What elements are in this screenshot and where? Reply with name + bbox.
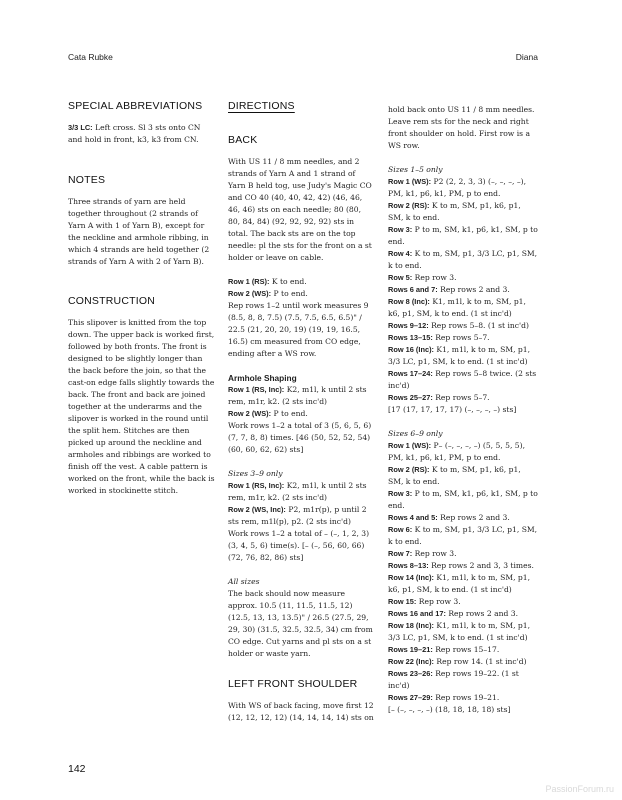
abbreviations-heading: SPECIAL ABBREVIATIONS — [68, 100, 203, 112]
construction-heading: CONSTRUCTION — [68, 295, 155, 307]
row-text: Rep rows 15–17. — [435, 645, 500, 654]
row-label: Row 2 (WS, Inc): — [228, 505, 286, 514]
row-label: Row 3: — [388, 489, 413, 498]
row-label: Rows 27–29: — [388, 693, 433, 702]
row-label: Row 1 (WS): — [388, 441, 432, 450]
left-front-shoulder-text: With WS of back facing, move first 12 (12, 12, 12, 12) (14, 14, 14, 14) sts on — [228, 701, 374, 722]
pattern-row — [388, 488, 538, 512]
row-text: Rep rows 5–8 twice. (2 sts inc'd) — [388, 369, 537, 390]
row-text: K1, m1l, k to m, SM, p1, k6, p1, SM, k to end. (1 st inc'd) — [388, 297, 526, 318]
left-front-shoulder-heading: LEFT FRONT SHOULDER — [228, 678, 358, 690]
row-label: Rows 6 and 7: — [388, 285, 438, 294]
construction-text: This slipover is knitted from the top down. The upper back is worked first, followed by both fronts. The front is designed to be slightly longer than the back before the join, so that the cast-on edge falls slightly towards the back. The front and back are joined together at the underarms and the slipover is worked in the round until the split hem. Stitches are then picked up around the neckline and armholes and ribbings are worked to finish off the vest. A cable pattern is worked on the front, while the back is worked in stockinette stitch. — [68, 318, 215, 495]
row-label: Row 2 (RS): — [388, 465, 430, 474]
row-text: P to m, SM, k1, p6, k1, SM, p to end. — [388, 489, 538, 510]
pattern-row — [388, 524, 538, 548]
row-2 — [228, 288, 374, 300]
sizes-6-9-total: [– (–, –, –, –) (18, 18, 18, 18) sts] — [388, 705, 511, 714]
row-text: K to m, SM, p1, k6, p1, SM, k to end. — [388, 201, 521, 222]
pattern-row — [388, 248, 538, 272]
row-text: K to m, SM, p1, 3/3 LC, p1, SM, k to end. — [388, 525, 538, 546]
row-label: Row 4: — [388, 249, 413, 258]
row-label: Rows 17–24: — [388, 369, 433, 378]
row-text: Rep rows 19–21. — [435, 693, 500, 702]
row-text: K1, m1l, k to m, SM, p1, 3/3 LC, p1, SM, k to end. (1 st inc'd) — [388, 345, 531, 366]
row-text: K2, m1l, k until 2 sts rem, m1r, k2. (2 sts inc'd) — [228, 385, 367, 406]
pattern-row — [388, 368, 538, 392]
row-label: Rows 19–21: — [388, 645, 433, 654]
pattern-row — [388, 656, 538, 668]
row-text: Rep row 3. — [418, 597, 461, 606]
row-label: Row 2 (WS): — [228, 409, 272, 418]
pattern-row — [388, 320, 538, 332]
row-label: Rows 23–26: — [388, 669, 433, 678]
author-name: Cata Rubke — [68, 52, 113, 62]
row-text: Rep rows 5–8. (1 st inc'd) — [431, 321, 529, 330]
row-text: P to end. — [273, 289, 308, 298]
pattern-name: Diana — [515, 52, 538, 62]
back-instructions: With US 11 / 8 mm needles, and 2 strands of Yarn A and 1 strand of Yarn B held tog, use Judy's Magic CO and CO 40 (40, 40, 42, 42) (46, 46, 46, 46) sts on each needle; 80 (80, 80, 84, 84) (92, 92, 92, 92) sts in total. The back sts are on the top needle: pl the sts for the front on a st holder or leave on cable. — [228, 157, 372, 262]
row-text: Rep row 14. (1 st inc'd) — [436, 657, 527, 666]
row-text: P2, m1r(p), p until 2 sts rem, m1l(p), p2. (2 sts inc'd) — [228, 505, 367, 526]
armhole-row-1 — [228, 384, 374, 408]
row-label: Row 2 (RS): — [388, 201, 430, 210]
all-sizes-text: The back should now measure approx. 10.5 (11, 11.5, 11.5, 12) (12.5, 13, 13, 13.5)" / 26.5 (27.5, 29, 29, 30) (31.5, 32.5, 32.5, 34) cm from CO edge. Cut yarns and pl sts on a st holder or waste yarn. — [228, 589, 373, 658]
armhole-shaping-heading: Armhole Shaping — [228, 373, 297, 383]
sizes-3-9-label: Sizes 3–9 only — [228, 469, 283, 478]
repeat-instructions: Rep rows 1–2 until work measures 9 (8.5, 8, 8, 7.5) (7.5, 7.5, 6.5, 6.5)" / 22.5 (21, 20, 20, 19) (19, 19, 16.5, 16.5) cm measured from CO edge, ending after a WS row. — [228, 301, 369, 358]
row-1 — [228, 276, 374, 288]
column-1 — [68, 100, 216, 497]
row-label: Row 22 (Inc): — [388, 657, 434, 666]
row-label: Row 14 (Inc): — [388, 573, 434, 582]
row-label: Rows 9–12: — [388, 321, 429, 330]
row-text: Rep rows 19–22. (1 st inc'd) — [388, 669, 519, 690]
sizes-6-9-label: Sizes 6–9 only — [388, 429, 443, 438]
watermark: PassionForum.ru — [545, 784, 614, 794]
row-label: Row 6: — [388, 525, 413, 534]
pattern-row — [388, 464, 538, 488]
pattern-row — [388, 284, 538, 296]
pattern-row — [388, 512, 538, 524]
row-label: Row 2 (WS): — [228, 289, 272, 298]
row-text: P– (–, –, –, –) (5, 5, 5, 5), PM, k1, p6, k1, PM, p to end. — [388, 441, 526, 462]
sizes-1-5-total: [17 (17, 17, 17, 17) (–, –, –, –) sts] — [388, 405, 517, 414]
pattern-row — [388, 344, 538, 368]
pattern-row — [388, 560, 538, 572]
armhole-row-2 — [228, 408, 374, 420]
continued-text: hold back onto US 11 / 8 mm needles. Leave rem sts for the neck and right front shoulder on hold. First row is a WS row. — [388, 105, 535, 150]
row-label: Row 1 (RS, Inc): — [228, 385, 285, 394]
row-text: Rep row 3. — [414, 549, 457, 558]
row-text: P to end. — [273, 409, 308, 418]
row-text: Rep rows 2 and 3. — [448, 609, 519, 618]
row-text: Rep rows 2 and 3, 3 times. — [431, 561, 534, 570]
row-label: Rows 25–27: — [388, 393, 433, 402]
notes-heading: NOTES — [68, 174, 106, 186]
column-3 — [388, 104, 538, 716]
row-text: P to m, SM, k1, p6, k1, SM, p to end. — [388, 225, 538, 246]
row-text: K to end. — [271, 277, 307, 286]
row-label: Row 8 (Inc): — [388, 297, 430, 306]
pattern-row — [388, 392, 538, 404]
row-label: Rows 16 and 17: — [388, 609, 446, 618]
back-heading: BACK — [228, 134, 258, 146]
row-text: Rep rows 5–7. — [435, 393, 490, 402]
row-label: Row 15: — [388, 597, 417, 606]
row-text: Rep rows 5–7. — [435, 333, 490, 342]
row-text: K to m, SM, p1, 3/3 LC, p1, SM, k to end. — [388, 249, 538, 270]
sizes-3-9-repeat: Work rows 1–2 a total of – (–, 1, 2, 3) (3, 4, 5, 6) time(s). [– (–, 56, 60, 66) (72, 76, 82, 86) sts] — [228, 529, 370, 562]
row-label: Rows 8–13: — [388, 561, 429, 570]
pattern-row — [388, 644, 538, 656]
directions-heading: DIRECTIONS — [228, 100, 295, 112]
pattern-row — [388, 296, 538, 320]
abbreviation-3-3-lc — [68, 122, 216, 146]
pattern-row — [388, 440, 538, 464]
row-text: K1, m1l, k to m, SM, p1, k6, p1, SM, k to end. (1 st inc'd) — [388, 573, 531, 594]
pattern-row — [388, 620, 538, 644]
row-label: Row 1 (RS, Inc): — [228, 481, 285, 490]
row-text: K to m, SM, p1, k6, p1, SM, k to end. — [388, 465, 521, 486]
pattern-row — [388, 176, 538, 200]
notes-text: Three strands of yarn are held together throughout (2 strands of Yarn A with 1 of Yarn B), except for the neckline and armhole ribbing, in which 4 strands are held together (2 strands of Yarn A with 2 of Yarn B). — [68, 197, 210, 266]
row-label: Rows 13–15: — [388, 333, 433, 342]
pattern-row — [388, 608, 538, 620]
sizes-6-9-rows — [388, 440, 538, 704]
sizes-3-9-row-1 — [228, 480, 374, 504]
pattern-row — [388, 332, 538, 344]
abbreviation-text: Left cross. Sl 3 sts onto CN and hold in front, k3, k3 from CN. — [68, 123, 201, 144]
row-label: Row 5: — [388, 273, 413, 282]
sizes-1-5-label: Sizes 1–5 only — [388, 165, 443, 174]
sizes-3-9-row-2 — [228, 504, 374, 528]
column-2 — [228, 100, 374, 724]
row-label: Row 7: — [388, 549, 413, 558]
row-label: Rows 4 and 5: — [388, 513, 438, 522]
pattern-row — [388, 200, 538, 224]
pattern-row — [388, 548, 538, 560]
row-text: Rep row 3. — [414, 273, 457, 282]
all-sizes-label: All sizes — [228, 577, 260, 586]
row-text: P2 (2, 2, 3, 3) (–, –, –, –), PM, k1, p6, k1, PM, p to end. — [388, 177, 527, 198]
row-text: Rep rows 2 and 3. — [440, 285, 510, 294]
pattern-row — [388, 692, 538, 704]
page-number: 142 — [68, 763, 86, 775]
row-label: Row 3: — [388, 225, 413, 234]
row-text: K2, m1l, k until 2 sts rem, m1r, k2. (2 sts inc'd) — [228, 481, 367, 502]
armhole-repeat: Work rows 1–2 a total of 3 (5, 6, 5, 6) (7, 7, 8, 8) times. [46 (50, 52, 52, 54) (60, 60, 62, 62) sts] — [228, 421, 372, 454]
abbreviation-term: 3/3 LC: — [68, 123, 93, 132]
pattern-row — [388, 272, 538, 284]
pattern-row — [388, 224, 538, 248]
row-text: Rep rows 2 and 3. — [440, 513, 510, 522]
row-text: K1, m1l, k to m, SM, p1, 3/3 LC, p1, SM, k to end. (1 st inc'd) — [388, 621, 531, 642]
row-label: Row 18 (Inc): — [388, 621, 434, 630]
row-label: Row 16 (Inc): — [388, 345, 434, 354]
pattern-row — [388, 572, 538, 596]
pattern-row — [388, 668, 538, 692]
sizes-1-5-rows — [388, 176, 538, 404]
pattern-row — [388, 596, 538, 608]
row-label: Row 1 (RS): — [228, 277, 270, 286]
row-label: Row 1 (WS): — [388, 177, 432, 186]
